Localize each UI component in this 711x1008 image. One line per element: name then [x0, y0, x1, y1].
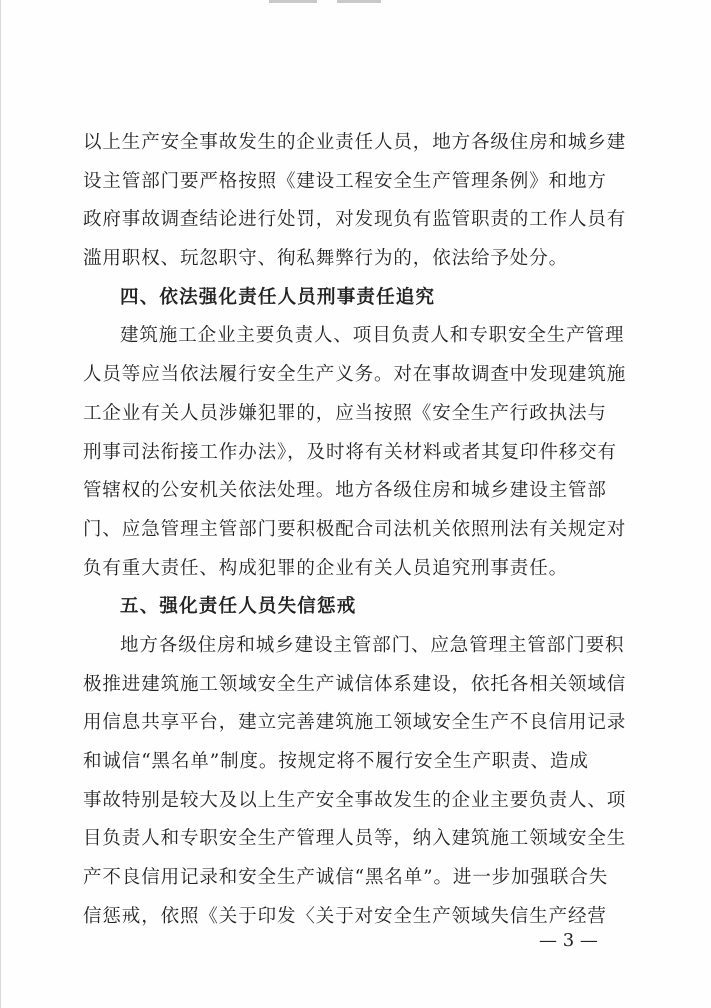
paragraph-1-line-4: 滥用职权、玩忽职守、徇私舞弊行为的，依法给予处分。 — [83, 248, 569, 270]
page-number: — 3 — — [539, 930, 598, 951]
top-edge-mark — [269, 0, 399, 5]
paragraph-4-line-6: 门、应急管理主管部门要积极配合司法机关依照刑法有关规定对 — [83, 518, 627, 540]
paragraph-4-line-3: 工企业有关人员涉嫌犯罪的，应当按照《安全生产行政执法与 — [83, 402, 607, 424]
paragraph-5-line-1: 地方各级住房和城乡建设主管部门、应急管理主管部门要积 — [120, 634, 625, 656]
paragraph-1-line-1: 以上生产安全事故发生的企业责任人员，地方各级住房和城乡建 — [83, 132, 627, 153]
paragraph-5-line-7: 产不良信用记录和安全生产诚信“黑名单”。进一步加强联合失 — [83, 867, 609, 889]
paragraph-5-line-8: 信惩戒，依照《关于印发〈关于对安全生产领域失信生产经营 — [83, 905, 607, 927]
paragraph-4-line-2: 人员等应当依法履行安全生产义务。对在事故调查中发现建筑施 — [83, 364, 627, 386]
top-edge-mark-left — [269, 0, 317, 3]
paragraph-5-line-2: 极推进建筑施工领域安全生产诚信体系建设，依托各相关领域信 — [83, 673, 627, 695]
paragraph-5-line-6: 目负责人和专职安全生产管理人员等，纳入建筑施工领域安全生 — [83, 828, 627, 850]
paragraph-4-line-5: 管辖权的公安机关依法处理。地方各级住房和城乡建设主管部 — [83, 480, 607, 502]
paragraph-5-line-4: 和诚信“黑名单”制度。按规定将不履行安全生产职责、造成 — [83, 751, 589, 772]
paragraph-4-line-7: 负有重大责任、构成犯罪的企业有关人员追究刑事责任。 — [83, 557, 569, 579]
paragraph-1-line-3: 政府事故调查结论进行处罚，对发现负有监管职责的工作人员有 — [83, 209, 627, 231]
paragraph-5-line-3: 用信息共享平台，建立完善建筑施工领域安全生产不良信用记录 — [83, 712, 627, 734]
paragraph-4-line-1: 建筑施工企业主要负责人、项目负责人和专职安全生产管理 — [120, 325, 625, 347]
section-heading-4: 四、依法强化责任人员刑事责任追究 — [120, 286, 436, 308]
document-body — [83, 124, 643, 936]
paragraph-5-line-5: 事故特别是较大及以上生产安全事故发生的企业主要负责人、项 — [83, 789, 627, 811]
section-heading-5: 五、强化责任人员失信惩戒 — [120, 596, 357, 618]
paragraph-4-line-4: 刑事司法衔接工作办法》，及时将有关材料或者其复印件移交有 — [83, 441, 617, 463]
top-edge-mark-right — [337, 0, 381, 3]
paragraph-1-line-2: 设主管部门要严格按照《建设工程安全生产管理条例》和地方 — [83, 170, 607, 192]
